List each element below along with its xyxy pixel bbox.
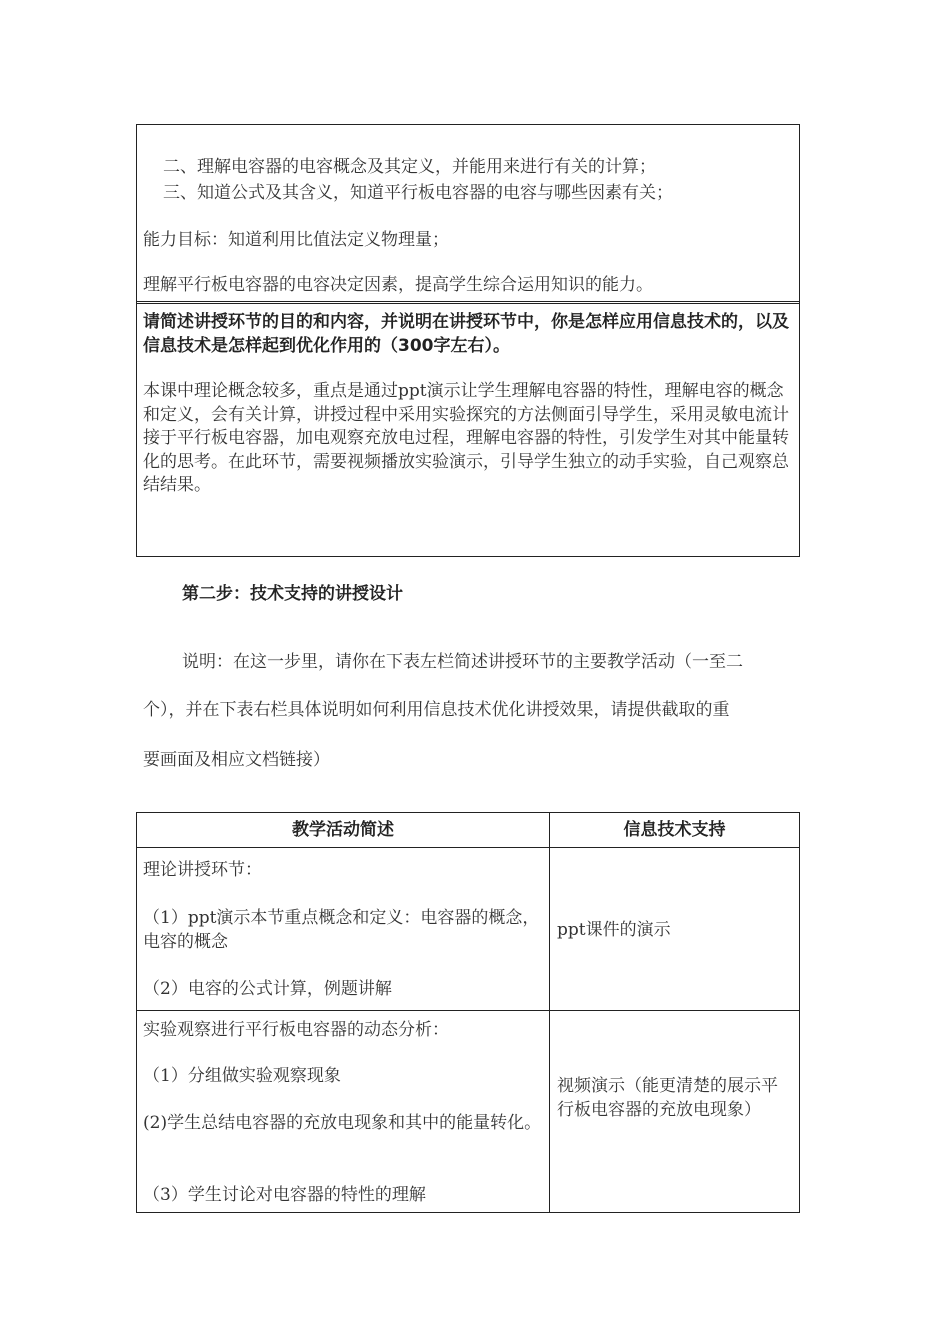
table-header-it-support: 信息技术支持 (623, 820, 726, 840)
objective-line-2: 二、理解电容器的电容概念及其定义，并能用来进行有关的计算； (163, 157, 656, 177)
table-row2-item2: (2)学生总结电容器的充放电现象和其中的能量转化。 (143, 1113, 542, 1133)
table-header-divider (136, 847, 800, 848)
step2-explain-line1: 说明：在这一步里，请你在下表左栏简述讲授环节的主要教学活动（一至二 (182, 652, 743, 672)
table-row2-it: 视频演示（能更清楚的展示平行板电容器的充放电现象） (557, 1076, 778, 1120)
step2-explain-line3: 要画面及相应文档链接） (143, 750, 330, 770)
question-answer: 本课中理论概念较多，重点是通过ppt演示让学生理解电容器的特性，理解电容的概念和定义，会有关计算，讲授过程中采用实验探究的方法侧面引导学生，采用灵敏电流计接于平行板电容器，加电观察充放电过程，理解电容器的特性，引发学生对其中能量转化的思考。在此环节，需要视频播放实验演示，引导学生独立的动手实验，自己观察总结结果。 (143, 381, 789, 495)
table-row-divider (136, 1010, 800, 1011)
table-row1-it: ppt课件的演示 (557, 920, 671, 940)
objective-line-3: 三、知道公式及其含义，知道平行板电容器的电容与哪些因素有关； (163, 183, 673, 203)
table-row2-item1: （1）分组做实验观察现象 (143, 1066, 341, 1086)
table-row1-item2: （2）电容的公式计算，例题讲解 (143, 979, 392, 999)
ability-objective: 能力目标：知道利用比值法定义物理量； (143, 230, 449, 250)
table-row1-title: 理论讲授环节： (143, 860, 262, 880)
table-row2-title: 实验观察进行平行板电容器的动态分析： (143, 1020, 449, 1040)
step2-heading: 第二步：技术支持的讲授设计 (182, 584, 403, 604)
table-row1-item1: （1）ppt演示本节重点概念和定义：电容器的概念，电容的概念 (143, 908, 540, 952)
step2-explain-line2: 个），并在下表右栏具体说明如何利用信息技术优化讲授效果，请提供截取的重 (143, 700, 730, 720)
question-prompt: 请简述讲授环节的目的和内容，并说明在讲授环节中，你是怎样应用信息技术的，以及信息技术是怎样起到优化作用的（300字左右）。 (143, 312, 789, 356)
understanding-objective: 理解平行板电容器的电容决定因素，提高学生综合运用知识的能力。 (143, 275, 653, 295)
table-header-activity: 教学活动简述 (292, 820, 394, 840)
table-column-divider (549, 812, 550, 1213)
table-row2-item3: （3）学生讨论对电容器的特性的理解 (143, 1185, 426, 1205)
